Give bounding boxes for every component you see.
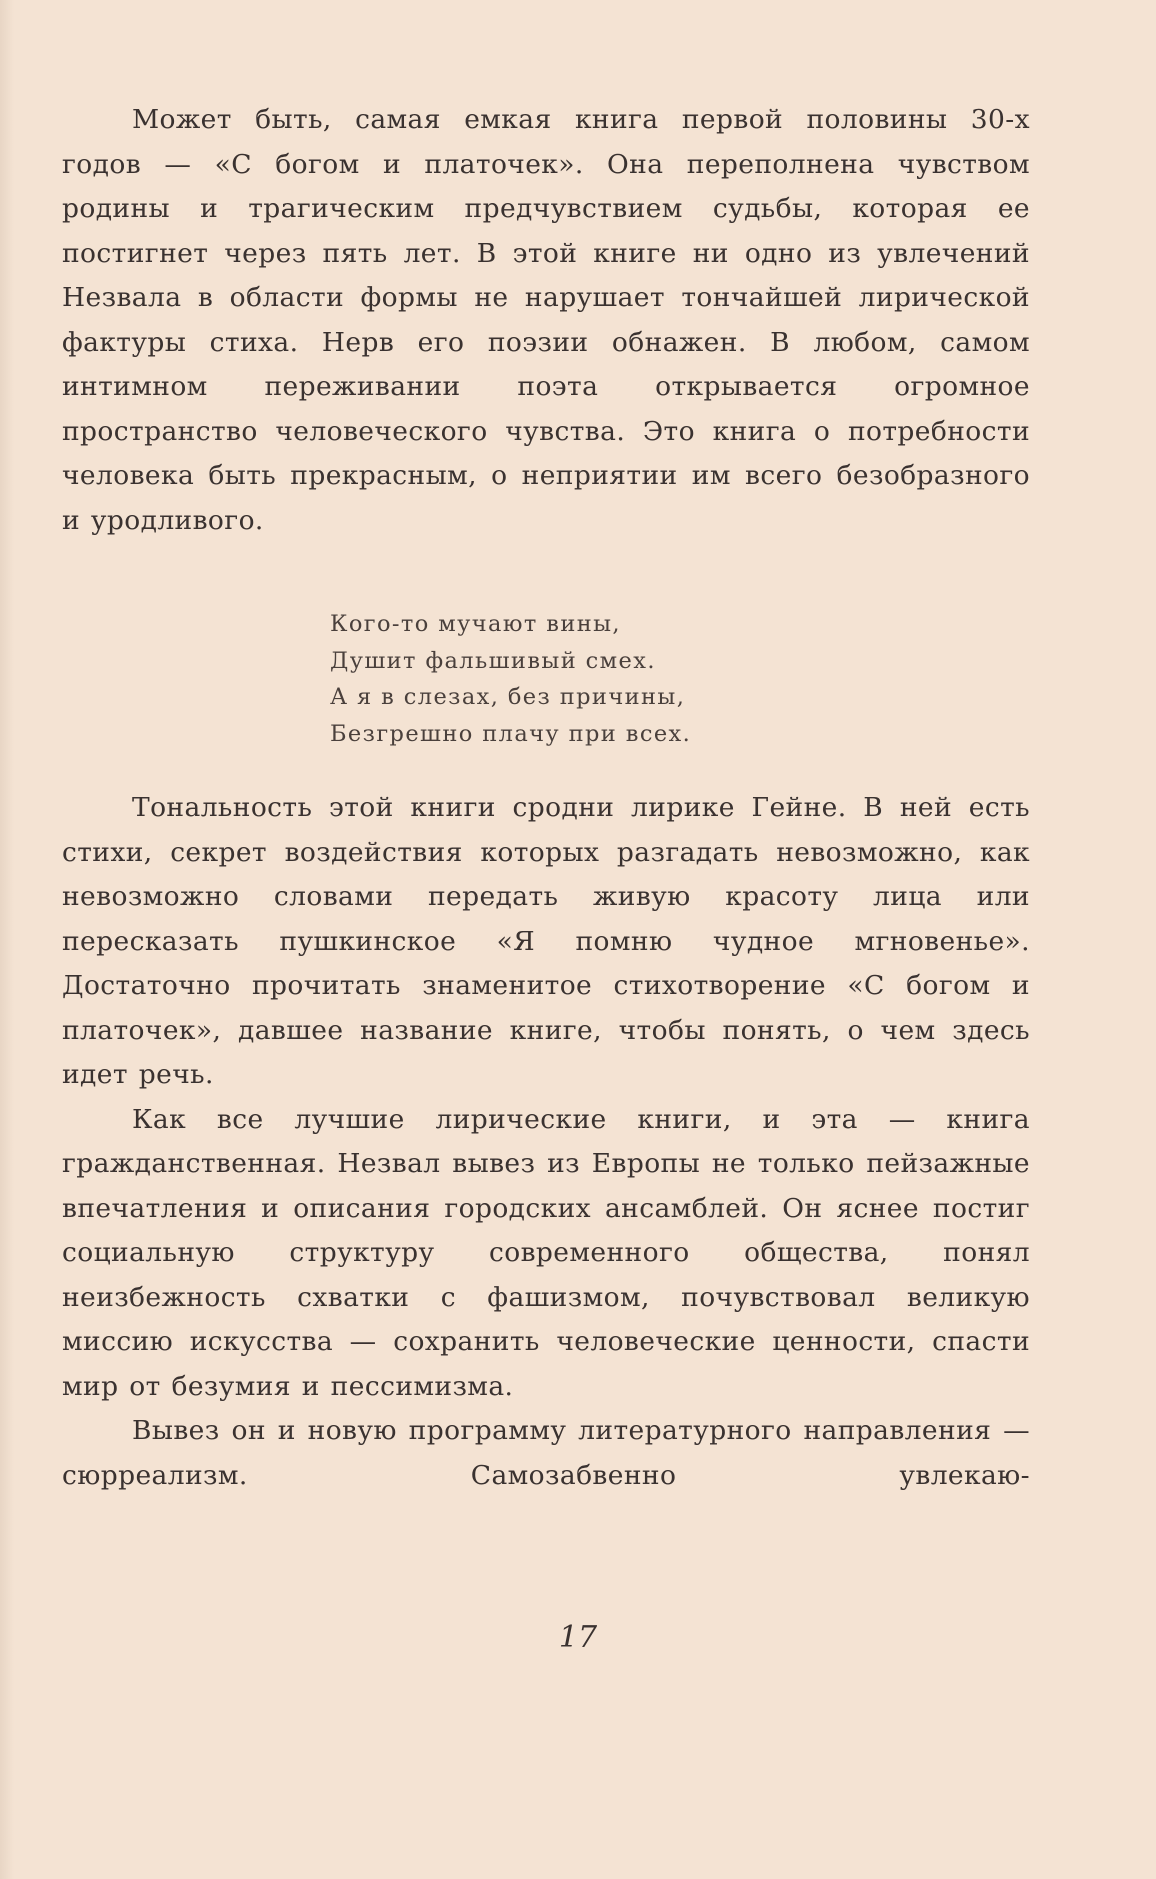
poem-quote [330,606,691,752]
paragraph: Может быть, самая емкая книга первой половины 30-х годов — «С богом и платочек». Она переполнена чувством родины и трагическим предчувствием судьбы, которая ее постигнет через пять лет. В этой книге ни одно из увлечений Незвала в области формы не нарушает тончайшей лирической фактуры стиха. Нерв его поэзии обнажен. В любом, самом интимном переживании поэта открывается огромное пространство человеческого чувства. Это книга о потребности человека быть прекрасным, о неприятии им всего безобразного и уродливого. [62,104,1030,536]
poem-line: Кого-то мучают вины, [330,611,621,637]
paragraph: Вывез он и новую программу литературного направления — сюрреализм. Самозабвенно увлекаю- [62,1415,1030,1491]
paragraph: Как все лучшие лирические книги, и эта — книга гражданственная. Незвал вывез из Европы не только пейзажные впечатления и описания городских ансамблей. Он яснее постиг социальную структуру современного общества, понял неизбежность схватки с фашизмом, почувствовал великую миссию искусства — сохранить человеческие ценности, спасти мир от безумия и пессимизма. [62,1103,1030,1402]
poem-line: А я в слезах, без причины, [330,684,686,710]
poem-line: Душит фальшивый смех. [330,647,656,674]
text-block-top [62,98,1030,543]
text-block-bottom [62,786,1030,1498]
paragraph: Тональность этой книги сродни лирике Гейне. В ней есть стихи, секрет воздействия которых разгадать невозможно, как невозможно словами передать живую красоту лица или пересказать пушкинское «Я помню чудное мгновенье». Достаточно прочитать знаменитое стихотворение «С богом и платочек», давшее название книге, чтобы понять, о чем здесь идет речь. [62,792,1030,1090]
page-number: 17 [558,1620,598,1655]
poem-line: Безгрешно плачу при всех. [330,720,692,747]
